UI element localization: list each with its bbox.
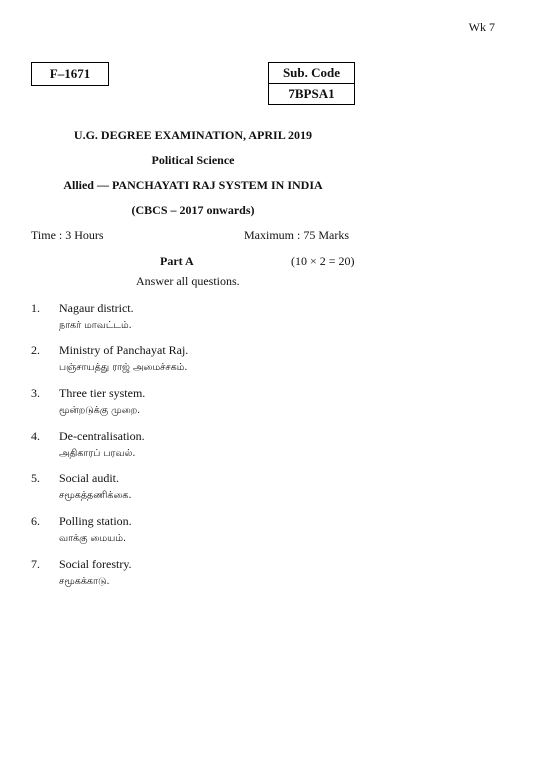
question-text-english: Polling station. [59,514,132,528]
question-number: 2. [31,343,40,357]
question-text-english: Three tier system. [59,386,146,400]
paper-code-box [31,62,109,86]
question-text-english: Ministry of Panchayat Raj. [59,343,189,357]
exam-max-marks: Maximum : 75 Marks [244,228,349,242]
question-number: 3. [31,386,40,400]
question-text-tamil: சமூகக்காடு. [59,576,110,587]
question-number: 5. [31,471,40,485]
question-text-english: De-centralisation. [59,429,145,443]
question-text-tamil: பஞ்சாயத்து ராஜ் அமைச்சகம். [59,362,188,373]
question-text-tamil: வாக்கு மையம். [59,533,126,544]
question-text-english: Social audit. [59,471,119,485]
part-a-title: Part A [160,254,194,268]
page-corner-code: Wk 7 [468,20,495,34]
part-a-marks: (10 × 2 = 20) [291,254,355,268]
question-number: 1. [31,301,40,315]
question-text-english: Social forestry. [59,557,132,571]
exam-title: U.G. DEGREE EXAMINATION, APRIL 2019 [73,128,313,142]
sub-code-box [268,62,355,105]
paper-code: F–1671 [49,66,91,81]
question-number: 7. [31,557,40,571]
question-text-tamil: அதிகாரப் பரவல். [59,448,136,459]
sub-code-value: 7BPSA1 [269,83,354,104]
exam-time: Time : 3 Hours [31,228,104,242]
exam-subject: Political Science [151,153,235,167]
question-number: 4. [31,429,40,443]
question-text-tamil: சமூகத்தணிக்கை. [59,490,132,501]
question-text-english: Nagaur district. [59,301,134,315]
exam-scheme: (CBCS – 2017 onwards) [131,203,255,217]
question-text-tamil: நாகர் மாவட்டம். [59,320,132,331]
question-text-tamil: மூன்றடுக்கு முறை. [59,405,141,416]
sub-code-label: Sub. Code [282,65,341,80]
question-number: 6. [31,514,40,528]
exam-course: Allied — PANCHAYATI RAJ SYSTEM IN INDIA [63,178,323,192]
part-a-instruction: Answer all questions. [136,274,240,288]
